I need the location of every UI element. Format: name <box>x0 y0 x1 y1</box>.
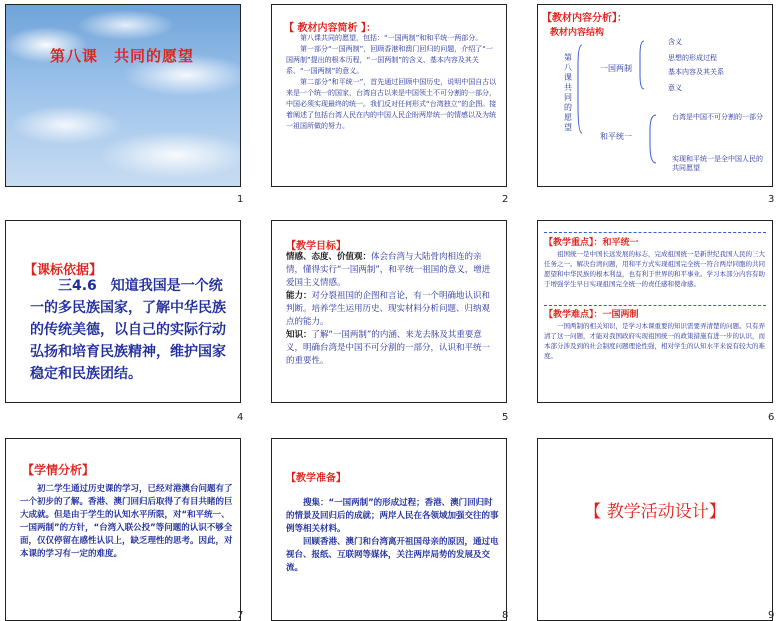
slide-6-thumbnail[interactable] <box>537 220 773 403</box>
slide-7-body: 初二学生通过历史课的学习，已经对港澳台问题有了一个初步的了解。香港、澳门回归后取得了有目共睹的巨大成就。但是由于学生的认知水平所限，对“和平统一、一国两制”的方针，“台湾入联公投”等问题的认识不够全面，仅仅停留在感性认识上，缺乏理性的思考。因此，对本课的学习有一定的难度。 <box>20 484 233 559</box>
slide-8-body: 搜集：“一国两制”的形成过程；香港、澳门回归时的情景及回归后的成就；两岸人民在各领域加强交往的事例等相关材料。 回顾香港、澳门和台湾离开祖国母亲的原因，通过电视台、报纸、互联网等媒体，关注两岸局势的发展及交流。 <box>286 498 499 573</box>
slide-3-thumbnail[interactable] <box>537 4 773 187</box>
slide-3-subtitle: 教材内容结构 <box>550 28 605 38</box>
tree-branch-1-item-4: 意义 <box>668 84 682 92</box>
tree-branch-1: 一国两制 <box>600 64 632 73</box>
slide-2-body: 第八课共同的愿望，包括：“一国两制”和和平统一两部分。 第一部分“一国两制”，回顾香港和澳门回归的问题，介绍了“一国两制”提出的根本历程，“一国两制”的含义、基本内容及其关系、“一国两制”的意义。 第二部分“和平统一”，首先通过回顾中国历史，说明中国自古以来是一个统一的国家，台湾自古以来是中国领土不可分割的一部分，中国必须实现最终的统一。我们反对任何形式“台湾独立”的企图。接着阐述了包括台湾人民在内的中国人民企盼两岸统一的情感以及为统一祖国所做的努力。 <box>286 34 497 130</box>
slide-3-header: 【教材内容分析】： <box>542 13 627 24</box>
slide-4-header: 【课标依据】 <box>24 263 103 278</box>
slide-6-header-difficulty: 【教学难点】：一国两制 <box>544 310 639 320</box>
dashed-separator-mid <box>544 305 766 306</box>
slide-5-header: 【教学目标】 <box>286 241 346 252</box>
slide-5-body <box>286 251 498 368</box>
slide-4-thumbnail[interactable] <box>5 220 241 403</box>
slide-9-thumbnail[interactable] <box>537 438 773 621</box>
slide-number-1: 1 <box>237 194 244 205</box>
slide-8-header: 【教学准备】 <box>286 473 346 484</box>
slide-4-body: 三4.6 知道我国是一个统一的多民族国家，了解中华民族的传统美德，以自己的实际行动弘扬和培育民族精神，维护国家稳定和民族团结。 <box>30 278 226 382</box>
goal-text-knowledge: 了解“一国两制”的内涵、来龙去脉及其重要意义，明确台湾是中国不可分割的一部分，认识和平统一的重要性。 <box>286 330 491 366</box>
slide-number-3: 3 <box>768 194 775 205</box>
slide-2-header: 【 教材内容简析 】： <box>284 23 376 34</box>
tree-branch-2-item-1: 台湾是中国不可分割的一部分 <box>672 113 763 121</box>
goal-label-knowledge: 知识： <box>286 330 312 340</box>
goal-label-ability: 能力： <box>286 291 312 301</box>
slide-number-2: 2 <box>502 194 509 205</box>
slide-7-header: 【学情分析】 <box>22 463 95 477</box>
slide-number-4: 4 <box>237 412 244 423</box>
slide-6-header-key: 【教学重点】：和平统一 <box>544 238 639 248</box>
dashed-separator-top <box>544 232 766 233</box>
tree-branch-1-item-2: 思想的形成过程 <box>668 54 717 62</box>
slide-1-title: 第八课 共同的愿望 <box>50 47 195 65</box>
slide-8-thumbnail[interactable] <box>271 438 507 621</box>
slide-number-9: 9 <box>768 610 775 621</box>
slide-2-thumbnail[interactable] <box>271 4 507 187</box>
goal-text-ability: 对分裂祖国的企图和言论，有一个明确地认识和判断。培养学生运用历史、现实材料分析问题、归纳观点的能力。 <box>286 291 491 327</box>
tree-root: 第八课共同的愿望 <box>564 53 572 132</box>
slide-number-5: 5 <box>502 412 509 423</box>
slide-9-title: 【 教学活动设计】 <box>584 502 726 522</box>
slide-6-key-text: 祖国统一是中国长远发展的标志，完成祖国统一是新世纪我国人民的三大任务之一。解决台湾问题，用和平方式实现祖国完全统一符合两岸同胞的共同愿望和中华民族的根本利益，也有利于世界的和平事业。学习本部分内容有助于增强学生早日实现祖国完全统一的责任感和使命感。 <box>544 250 765 288</box>
goal-label-emotion: 情感、态度、价值观： <box>286 252 372 262</box>
slide-6-difficulty-text: 一国两制的相关知识，是学习本课重要的知识需要弄清楚的问题。只有弄清了这一问题，才能对我国政府实现祖国统一的政策措施有进一步的认识，而本部分涉及到的社会制度问题理论性强，相对学生的认知水平来说有较大的难度。 <box>544 322 765 360</box>
slide-number-8: 8 <box>502 610 509 621</box>
slide-7-thumbnail[interactable] <box>5 438 244 621</box>
tree-branch-2-item-2: 实现和平统一是全中国人民的共同愿望 <box>672 155 763 172</box>
tree-branch-1-item-1: 含义 <box>668 38 682 46</box>
slide-number-7: 7 <box>237 610 244 621</box>
slide-number-6: 6 <box>768 412 775 423</box>
goal-text-emotion: 体会台湾与大陆骨肉相连的亲情，懂得实行“一国两制”，和平统一祖国的意义，增进爱国主义情感。 <box>286 252 491 288</box>
tree-branch-1-item-3: 基本内容及其关系 <box>668 68 724 76</box>
tree-branch-2: 和平统一 <box>600 132 632 141</box>
slide-5-thumbnail[interactable] <box>271 220 507 403</box>
slide-1-thumbnail[interactable] <box>5 4 241 187</box>
